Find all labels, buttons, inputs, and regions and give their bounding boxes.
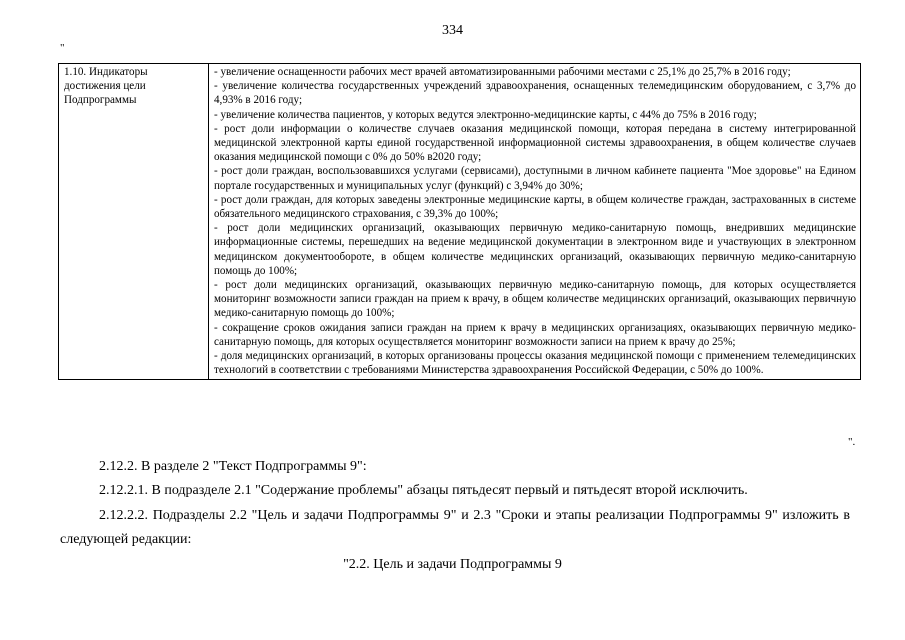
- paragraph-2-12-2-2: 2.12.2.2. Подразделы 2.2 "Цель и задачи Подпрограммы 9" и 2.3 "Сроки и этапы реализации Подпрограммы 9" изложить в следующей редакции:: [60, 508, 850, 547]
- indicator-item: - рост доли граждан, для которых заведены электронные медицинские карты, в общем количестве граждан, застрахованных в системе обязательного медицинского страхования, с 39,3% до 100%;: [214, 193, 856, 221]
- indicator-item: - увеличение оснащенности рабочих мест врачей автоматизированными рабочими местами с 25,1% до 25,7% в 2016 году;: [214, 66, 791, 78]
- indicator-item: - рост доли медицинских организаций, оказывающих первичную медико-санитарную помощь, внедривших медицинские информационные системы, перешедших на ведение медицинской документации в электронном виде и участвующих в электронном медицинском документообороте, в общем количестве медицинских организаций, оказывающих первичную медико-санитарную помощь до 100%;: [214, 222, 856, 277]
- indicator-item: - доля медицинских организаций, в которых организованы процессы оказания медицинской помощи с применением телемедицинских технологий в соответствии с требованиями Министерства здравоохранения Российской Федерации, с 50% до 100%.: [214, 350, 856, 377]
- table-row: [59, 64, 861, 380]
- indicators-table: [58, 63, 861, 380]
- paragraph-2-12-2-1: 2.12.2.1. В подразделе 2.1 "Содержание проблемы" абзацы пятьдесят первый и пятьдесят второй исключить.: [99, 483, 748, 498]
- indicator-item: - увеличение количества пациентов, у которых ведутся электронно-медицинские карты, с 44% до 75% в 2016 году;: [214, 108, 757, 121]
- row-label: 1.10. Индикаторы достижения цели Подпрограммы: [64, 66, 148, 107]
- paragraph-2-12-2: 2.12.2. В разделе 2 "Текст Подпрограммы 9":: [99, 459, 367, 474]
- section-heading: "2.2. Цель и задачи Подпрограммы 9: [343, 557, 562, 572]
- indicator-item: - увеличение количества государственных учреждений здравоохранения, оснащенных телемедицинским оборудованием, с 3,7% до 4,93% в 2016 году;: [214, 80, 856, 107]
- indicator-item: - рост доли граждан, воспользовавшихся услугами (сервисами), доступными в личном кабинете пациента "Мое здоровье" на Едином портале государственных и муниципальных услуг (функций) с 3,94% до 30%;: [214, 165, 856, 192]
- indicator-item: - рост доли информации о количестве случаев оказания медицинской помощи, которая передана в систему интегрированной медицинской электронной карты единой государственной информационной системы здравоохранения, в общем количестве случаев оказания медицинской помощи с 0% до 50% в2020 году;: [214, 122, 856, 164]
- row-label-cell: [59, 64, 209, 380]
- indicator-item: - рост доли медицинских организаций, оказывающих первичную медико-санитарную помощь, для которых осуществляется мониторинг возможности записи граждан на прием к врачу, в общем количестве медицинских организаций, оказывающих первичную медико-санитарную помощь до 100%;: [214, 279, 856, 320]
- closing-quote-mark: ".: [848, 436, 856, 448]
- row-content-cell: [209, 64, 861, 380]
- opening-quote-mark: ": [60, 42, 65, 54]
- indicator-item: - сокращение сроков ожидания записи граждан на прием к врачу в медицинских организациях, оказывающих первичную медико-санитарную помощь, для которых осуществляется мониторинг возможности записи на прием к врачу до 25%;: [214, 321, 856, 348]
- page-number: 334: [442, 23, 463, 38]
